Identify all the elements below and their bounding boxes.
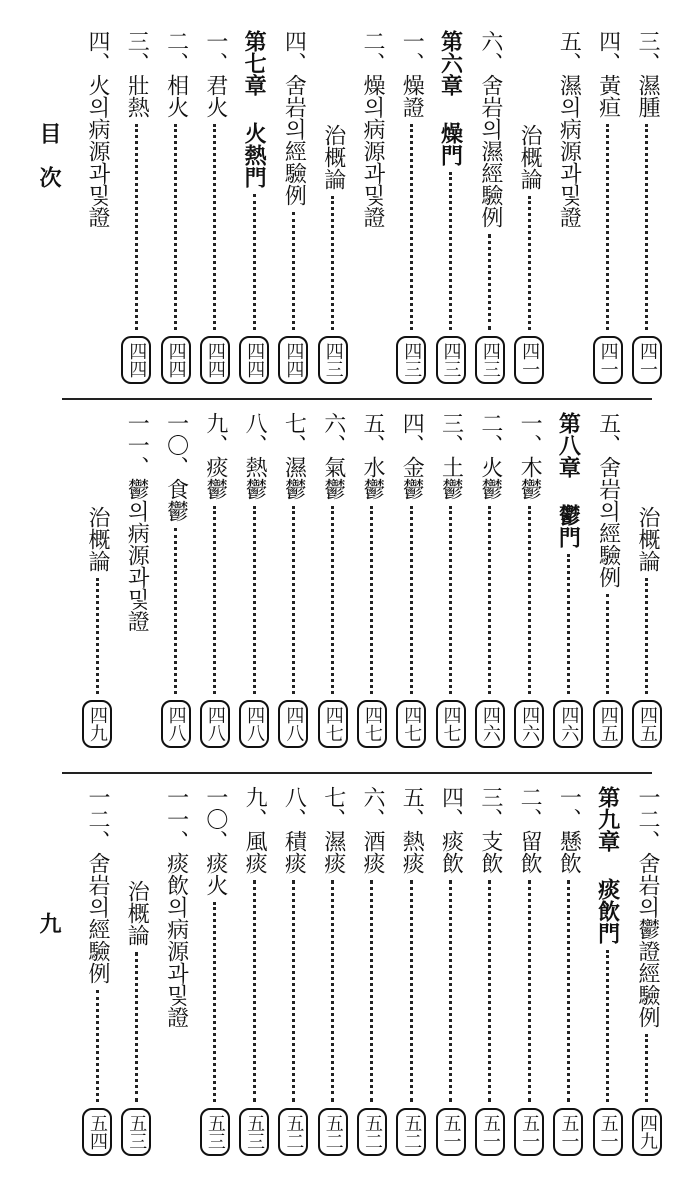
dot-leader: [449, 506, 452, 694]
toc-page-number: 四七: [357, 700, 387, 748]
toc-page-number: 五一: [553, 1108, 583, 1156]
toc-entry-title: 治概論: [320, 124, 346, 190]
toc-entry[interactable]: [514, 30, 544, 384]
toc-page-number: 五二: [318, 1108, 348, 1156]
toc-page-number: 五三: [121, 1108, 151, 1156]
toc-entry-title: 一、君火: [202, 30, 228, 118]
toc-page-number: 四四: [239, 336, 269, 384]
dot-leader: [213, 124, 216, 330]
toc-page-number: 四三: [396, 336, 426, 384]
toc-page-number: 五二: [396, 1108, 426, 1156]
toc-entry-title: 一二、舍岩의經驗例: [85, 786, 110, 984]
toc-entry[interactable]: [82, 786, 112, 1156]
dot-leader: [410, 124, 413, 330]
toc-entry[interactable]: [200, 30, 230, 384]
toc-entry[interactable]: [161, 786, 191, 1156]
toc-entry-title: 四、黃疸: [595, 30, 621, 118]
toc-title: 目次: [36, 122, 62, 210]
toc-entry-title: 五、濕의病源과및證: [556, 30, 582, 228]
toc-page-number: 五一: [436, 1108, 466, 1156]
toc-page-number: 四一: [593, 336, 623, 384]
dot-leader: [331, 880, 334, 1102]
toc-page-number: 四六: [553, 700, 583, 748]
toc-entry[interactable]: [632, 412, 662, 748]
toc-entry-title: 一〇、痰火: [202, 786, 228, 896]
toc-chapter[interactable]: [593, 786, 623, 1156]
toc-entry-title: 第六章 燥門: [437, 30, 464, 166]
toc-entry[interactable]: [82, 412, 112, 748]
toc-entry[interactable]: [278, 412, 308, 748]
toc-entry-title: 治概論: [634, 506, 660, 572]
toc-entry-title: 九、痰鬱: [202, 412, 228, 500]
dot-leader: [528, 506, 531, 694]
toc-page-number: 四八: [200, 700, 230, 748]
toc-entry-title: 治概論: [517, 124, 543, 190]
toc-entry-title: 四、痰飲: [438, 786, 464, 874]
toc-page-number: 四七: [396, 700, 426, 748]
dot-leader: [174, 528, 177, 694]
dot-leader: [528, 880, 531, 1102]
toc-entry[interactable]: [553, 30, 583, 384]
toc-entry[interactable]: [357, 412, 387, 748]
toc-page-number: 四一: [632, 336, 662, 384]
toc-entry-title: 一、燥證: [399, 30, 425, 118]
toc-page-number: 四四: [200, 336, 230, 384]
toc-page-number: 五一: [593, 1108, 623, 1156]
dot-leader: [645, 1034, 648, 1102]
toc-entry-title: 三、濕腫: [634, 30, 660, 118]
toc-entry[interactable]: [161, 30, 191, 384]
toc-entry-title: 三、土鬱: [438, 412, 464, 500]
dot-leader: [292, 212, 295, 330]
toc-entry-title: 二、留飲: [517, 786, 543, 874]
dot-leader: [645, 578, 648, 694]
toc-chapter[interactable]: [239, 30, 269, 384]
dot-leader: [331, 196, 334, 330]
toc-entry[interactable]: [278, 30, 308, 384]
toc-entry[interactable]: [632, 786, 662, 1156]
toc-entry-title: 第九章 痰飲門: [594, 786, 621, 944]
dot-leader: [96, 578, 99, 694]
toc-entry-title: 一一、痰飲의病源과및證: [163, 786, 189, 1028]
toc-entry[interactable]: [200, 412, 230, 748]
toc-entry-title: 八、積痰: [281, 786, 307, 874]
dot-leader: [488, 234, 491, 330]
dot-leader: [292, 880, 295, 1102]
toc-page-number: 四八: [278, 700, 308, 748]
dot-leader: [567, 554, 570, 694]
toc-chapter[interactable]: [553, 412, 583, 748]
dot-leader: [606, 950, 609, 1102]
toc-entry-title: 治概論: [124, 880, 150, 946]
toc-page-number: 四五: [632, 700, 662, 748]
dot-leader: [488, 506, 491, 694]
toc-entry-title: 七、濕鬱: [281, 412, 307, 500]
toc-entry[interactable]: [593, 30, 623, 384]
toc-entry[interactable]: [475, 786, 505, 1156]
dot-leader: [370, 506, 373, 694]
toc-section-2: [82, 412, 662, 748]
toc-page-number: 四八: [161, 700, 191, 748]
toc-entry[interactable]: [475, 412, 505, 748]
toc-page-number: 五四: [82, 1108, 112, 1156]
toc-entry-title: 七、濕痰: [320, 786, 346, 874]
toc-entry-title: 五、舍岩의經驗例: [595, 412, 621, 588]
toc-page-number: 四九: [82, 700, 112, 748]
toc-entry-title: 四、金鬱: [399, 412, 425, 500]
dot-leader: [567, 880, 570, 1102]
toc-page-number: 四四: [121, 336, 151, 384]
toc-page-number: 四五: [593, 700, 623, 748]
toc-entry[interactable]: [200, 786, 230, 1156]
dot-leader: [528, 196, 531, 330]
toc-entry-title: 三、支飲: [477, 786, 503, 874]
toc-entry-title: 四、舍岩의經驗例: [281, 30, 307, 206]
dot-leader: [370, 880, 373, 1102]
toc-entry[interactable]: [239, 786, 269, 1156]
toc-entry[interactable]: [318, 786, 348, 1156]
toc-entry[interactable]: [357, 30, 387, 384]
toc-entry-title: 一、木鬱: [517, 412, 543, 500]
toc-entry[interactable]: [357, 786, 387, 1156]
toc-entry[interactable]: [514, 412, 544, 748]
section-divider: [62, 772, 652, 774]
toc-entry-title: 五、熱痰: [399, 786, 425, 874]
dot-leader: [410, 880, 413, 1102]
toc-page-number: 四四: [161, 336, 191, 384]
toc-entry-title: 九、風痰: [242, 786, 268, 874]
toc-entry-title: 第七章 火熱門: [241, 30, 268, 188]
dot-leader: [213, 506, 216, 694]
toc-chapter[interactable]: [436, 30, 466, 384]
toc-entry[interactable]: [396, 786, 426, 1156]
toc-entry[interactable]: [593, 412, 623, 748]
toc-entry-title: 四、火의病源과및證: [85, 30, 110, 228]
dot-leader: [174, 124, 177, 330]
toc-section-3: [82, 786, 662, 1156]
dot-leader: [449, 172, 452, 330]
toc-entry[interactable]: [161, 412, 191, 748]
toc-page-number: 五一: [514, 1108, 544, 1156]
dot-leader: [135, 952, 138, 1102]
toc-entry-title: 二、燥의病源과및證: [359, 30, 385, 228]
toc-page-number: 四九: [632, 1108, 662, 1156]
toc-page-number: 四七: [318, 700, 348, 748]
dot-leader: [96, 990, 99, 1102]
toc-entry-title: 八、熱鬱: [242, 412, 268, 500]
toc-page-number: 四六: [514, 700, 544, 748]
dot-leader: [292, 506, 295, 694]
toc-entry-title: 一、懸飲: [556, 786, 582, 874]
toc-entry-title: 六、酒痰: [359, 786, 385, 874]
toc-entry-title: 五、水鬱: [359, 412, 385, 500]
toc-entry[interactable]: [632, 30, 662, 384]
toc-entry[interactable]: [121, 786, 151, 1156]
toc-page-number: 四三: [475, 336, 505, 384]
toc-page-number: 五二: [278, 1108, 308, 1156]
toc-page-number: 四三: [436, 336, 466, 384]
toc-entry[interactable]: [475, 30, 505, 384]
dot-leader: [253, 880, 256, 1102]
toc-entry[interactable]: [318, 30, 348, 384]
toc-entry[interactable]: [396, 30, 426, 384]
dot-leader: [331, 506, 334, 694]
toc-entry[interactable]: [318, 412, 348, 748]
toc-page-number: 四八: [239, 700, 269, 748]
dot-leader: [410, 506, 413, 694]
dot-leader: [488, 880, 491, 1102]
dot-leader: [606, 124, 609, 330]
toc-entry[interactable]: [121, 30, 151, 384]
toc-page-number: 五三: [239, 1108, 269, 1156]
toc-entry[interactable]: [239, 412, 269, 748]
toc-entry-title: 治概論: [85, 506, 110, 572]
toc-page-number: 五二: [357, 1108, 387, 1156]
toc-entry-title: 六、舍岩의濕經驗例: [477, 30, 503, 228]
toc-page-number: 四四: [278, 336, 308, 384]
toc-entry[interactable]: [436, 786, 466, 1156]
toc-entry[interactable]: [278, 786, 308, 1156]
section-divider: [62, 398, 652, 400]
toc-page-number: 四七: [436, 700, 466, 748]
toc-entry-title: 一二、舍岩의鬱證經驗例: [634, 786, 660, 1028]
toc-entry-title: 二、相火: [163, 30, 189, 118]
page-number: 九: [36, 912, 62, 934]
toc-entry[interactable]: [121, 412, 151, 748]
toc-entry-title: 一一、鬱의病源과및證: [124, 412, 150, 632]
toc-entry[interactable]: [436, 412, 466, 748]
toc-page-number: 四一: [514, 336, 544, 384]
dot-leader: [645, 124, 648, 330]
toc-entry[interactable]: [82, 30, 112, 384]
toc-entry[interactable]: [553, 786, 583, 1156]
toc-page-number: 五三: [200, 1108, 230, 1156]
dot-leader: [606, 594, 609, 694]
toc-entry-title: 二、火鬱: [477, 412, 503, 500]
dot-leader: [449, 880, 452, 1102]
dot-leader: [253, 194, 256, 330]
toc-entry-title: 六、氣鬱: [320, 412, 346, 500]
toc-entry-title: 三、壯熱: [124, 30, 150, 118]
toc-page-number: 五一: [475, 1108, 505, 1156]
toc-page-number: 四六: [475, 700, 505, 748]
dot-leader: [213, 902, 216, 1102]
toc-section-1: [82, 30, 662, 384]
toc-page-number: 四三: [318, 336, 348, 384]
toc-entry-title: 第八章 鬱門: [555, 412, 582, 548]
toc-entry[interactable]: [514, 786, 544, 1156]
dot-leader: [253, 506, 256, 694]
toc-entry-title: 一〇、食鬱: [163, 412, 189, 522]
toc-entry[interactable]: [396, 412, 426, 748]
dot-leader: [135, 124, 138, 330]
